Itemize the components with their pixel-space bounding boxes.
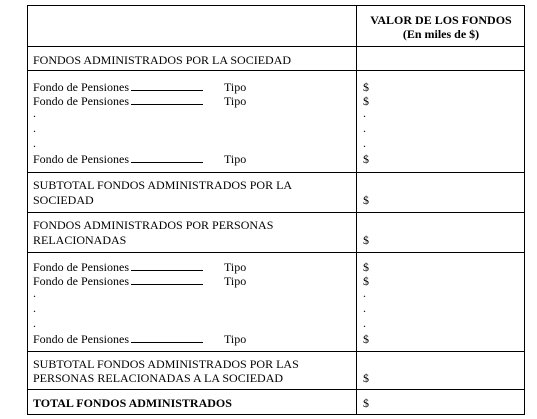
ellipsis-dot-2: . bbox=[33, 121, 36, 135]
ellipsis-dot-1: . bbox=[33, 106, 36, 120]
fund-line-2: Fondo de Pensiones bbox=[33, 94, 203, 108]
tipo-label-2: Tipo bbox=[224, 94, 247, 108]
total-row bbox=[28, 389, 524, 416]
ellipsis-dot-val-2: . bbox=[363, 121, 366, 135]
rel-tipo-label-1: Tipo bbox=[224, 260, 247, 274]
rel-fund-line-1: Fondo de Pensiones bbox=[33, 260, 203, 274]
header-value-title: VALOR DE LOS FONDOS bbox=[370, 13, 512, 27]
society-title: FONDOS ADMINISTRADOS POR LA SOCIEDAD bbox=[33, 53, 292, 67]
rel-ellipsis-dot-3: . bbox=[33, 316, 36, 330]
subtotal-society-row bbox=[28, 172, 524, 212]
related-funds-row bbox=[28, 252, 524, 351]
fund-line-1: Fondo de Pensiones bbox=[33, 80, 203, 94]
currency-3: $ bbox=[363, 152, 369, 166]
rel-fund-line-2: Fondo de Pensiones bbox=[33, 274, 203, 288]
tipo-label-3: Tipo bbox=[224, 152, 247, 166]
rel-currency-2: $ bbox=[363, 274, 369, 288]
subtotal-related-line2: PERSONAS RELACIONADAS A LA SOCIEDAD bbox=[33, 371, 284, 385]
related-title-currency: $ bbox=[363, 233, 369, 247]
ellipsis-dot-val-3: . bbox=[363, 136, 366, 150]
rel-ellipsis-dot-1: . bbox=[33, 286, 36, 300]
subtotal-society-line2: SOCIEDAD bbox=[33, 193, 94, 207]
currency-2: $ bbox=[363, 94, 369, 108]
header-row bbox=[28, 6, 524, 46]
related-title-line1: FONDOS ADMINISTRADOS POR PERSONAS bbox=[33, 218, 274, 232]
rel-currency-3: $ bbox=[363, 332, 369, 346]
ellipsis-dot-3: . bbox=[33, 136, 36, 150]
fund-line-3: Fondo de Pensiones bbox=[33, 152, 203, 166]
related-title-line2: RELACIONADAS bbox=[33, 233, 127, 247]
header-value-units: (En miles de $) bbox=[402, 27, 480, 41]
ellipsis-dot-val-1: . bbox=[363, 106, 366, 120]
subtotal-related-line1: SUBTOTAL FONDOS ADMINISTRADOS POR LAS bbox=[33, 357, 299, 371]
rel-ellipsis-dot-val-3: . bbox=[363, 316, 366, 330]
total-currency: $ bbox=[363, 396, 369, 410]
rel-fund-line-3: Fondo de Pensiones bbox=[33, 332, 203, 346]
rel-ellipsis-dot-val-2: . bbox=[363, 301, 366, 315]
society-funds-row bbox=[28, 70, 524, 172]
subtotal-society-line1: SUBTOTAL FONDOS ADMINISTRADOS POR LA bbox=[33, 178, 293, 192]
currency-1: $ bbox=[363, 80, 369, 94]
society-title-row bbox=[28, 46, 524, 70]
rel-currency-1: $ bbox=[363, 260, 369, 274]
rel-ellipsis-dot-2: . bbox=[33, 301, 36, 315]
subtotal-related-currency: $ bbox=[363, 371, 369, 385]
rel-ellipsis-dot-val-1: . bbox=[363, 286, 366, 300]
rel-tipo-label-2: Tipo bbox=[224, 274, 247, 288]
rel-tipo-label-3: Tipo bbox=[224, 332, 247, 346]
subtotal-society-currency: $ bbox=[363, 193, 369, 207]
subtotal-related-row bbox=[28, 351, 524, 389]
total-label: TOTAL FONDOS ADMINISTRADOS bbox=[33, 396, 232, 410]
tipo-label-1: Tipo bbox=[224, 80, 247, 94]
related-title-row bbox=[28, 212, 524, 252]
funds-table bbox=[27, 5, 525, 415]
